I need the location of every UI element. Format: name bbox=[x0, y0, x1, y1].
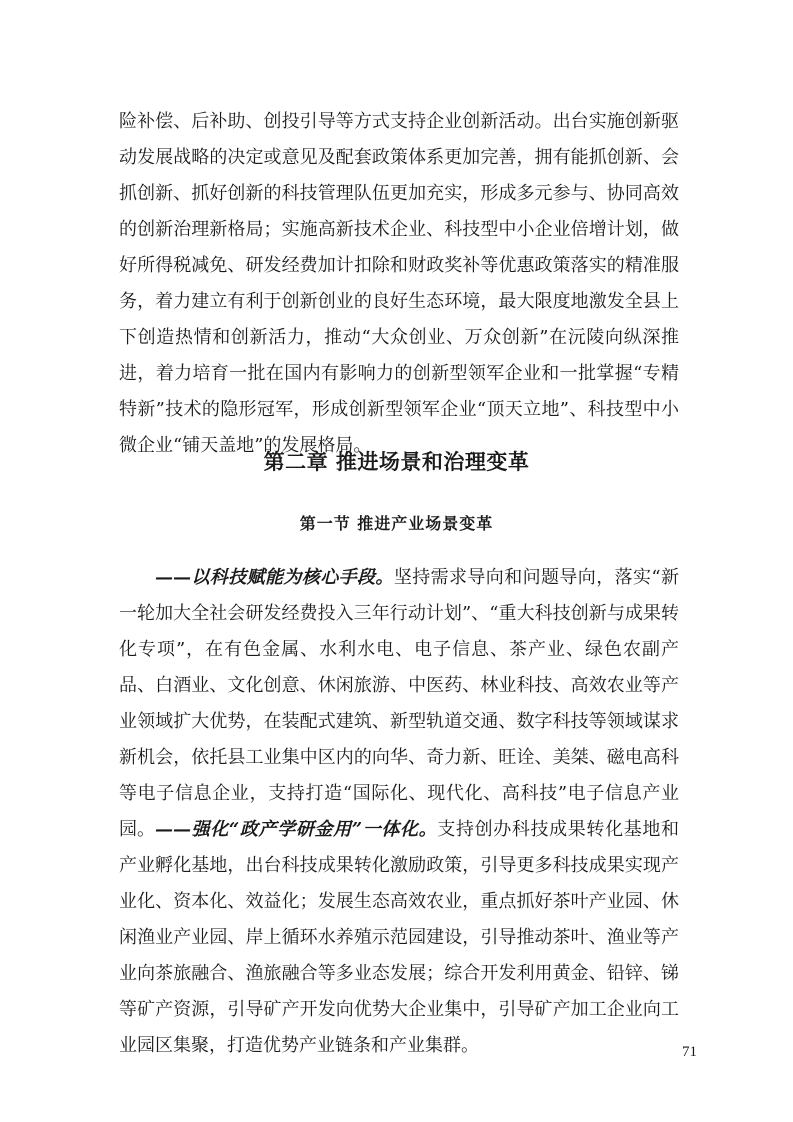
continuation-paragraph bbox=[119, 104, 679, 464]
item-body-1: 坚持需求导向和问题导向，落实“新一轮加大全社会研发经费投入三年行动计划”、“重大科技创新与成果转化专项”，在有色金属、水利水电、电子信息、茶产业、绿色农副产品、白酒业、文化创意、休闲旅游、中医药、林业科技、高效农业等产业领域扩大优势，在装配式建筑、新型轨道交通、数字科技等领域谋求新机会，依托县工业集中区内的向华、奇力新、旺诠、美桀、磁电高科等电子信息企业，支持打造“国际化、现代化、高科技”电子信息产业园。 bbox=[119, 567, 680, 840]
page-number: 71 bbox=[682, 1044, 697, 1060]
continuation-text: 险补偿、后补助、创投引导等方式支持企业创新活动。出台实施创新驱动发展战略的决定或意见及配套政策体系更加完善，拥有能抓创新、会抓创新、抓好创新的科技管理队伍更加充实，形成多元参与、协同高效的创新治理新格局；实施高新技术企业、科技型中小企业倍增计划，做好所得税减免、研发经费加计扣除和财政奖补等优惠政策落实的精准服务，着力建立有利于创新创业的良好生态环境，最大限度地激发全县上下创造热情和创新活力，推动“大众创业、万众创新”在沅陵向纵深推进，着力培育一批在国内有影响力的创新型领军企业和一批掌握“专精特新”技术的隐形冠军，形成创新型领军企业“顶天立地”、科技型中小微企业“铺天盖地”的发展格局。 bbox=[119, 111, 679, 456]
item-body-2: 支持创办科技成果转化基地和产业孵化基地，出台科技成果转化激励政策，引导更多科技成果实现产业化、资本化、效益化；发展生态高效农业，重点抓好茶叶产业园、休闲渔业产业园、岸上循环水养殖示范园建设，引导推动茶叶、渔业等产业向茶旅融合、渔旅融合等多业态发展；综合开发利用黄金、铅锌、锑等矿产资源，引导矿产开发向优势大企业集中，引导矿产加工企业向工业园区集聚，打造优势产业链条和产业集群。 bbox=[119, 819, 679, 1056]
item-lead-2: ——强化“政产学研金用”一体化。 bbox=[155, 819, 438, 840]
item-lead-1: ——以科技赋能为核心手段。 bbox=[155, 567, 394, 588]
item-paragraph-2 bbox=[119, 812, 679, 1064]
chapter-title: 第二章 推进场景和治理变革 bbox=[263, 450, 530, 474]
item-paragraph-1 bbox=[119, 560, 679, 848]
section-title: 第一节 推进产业场景变革 bbox=[299, 514, 494, 533]
